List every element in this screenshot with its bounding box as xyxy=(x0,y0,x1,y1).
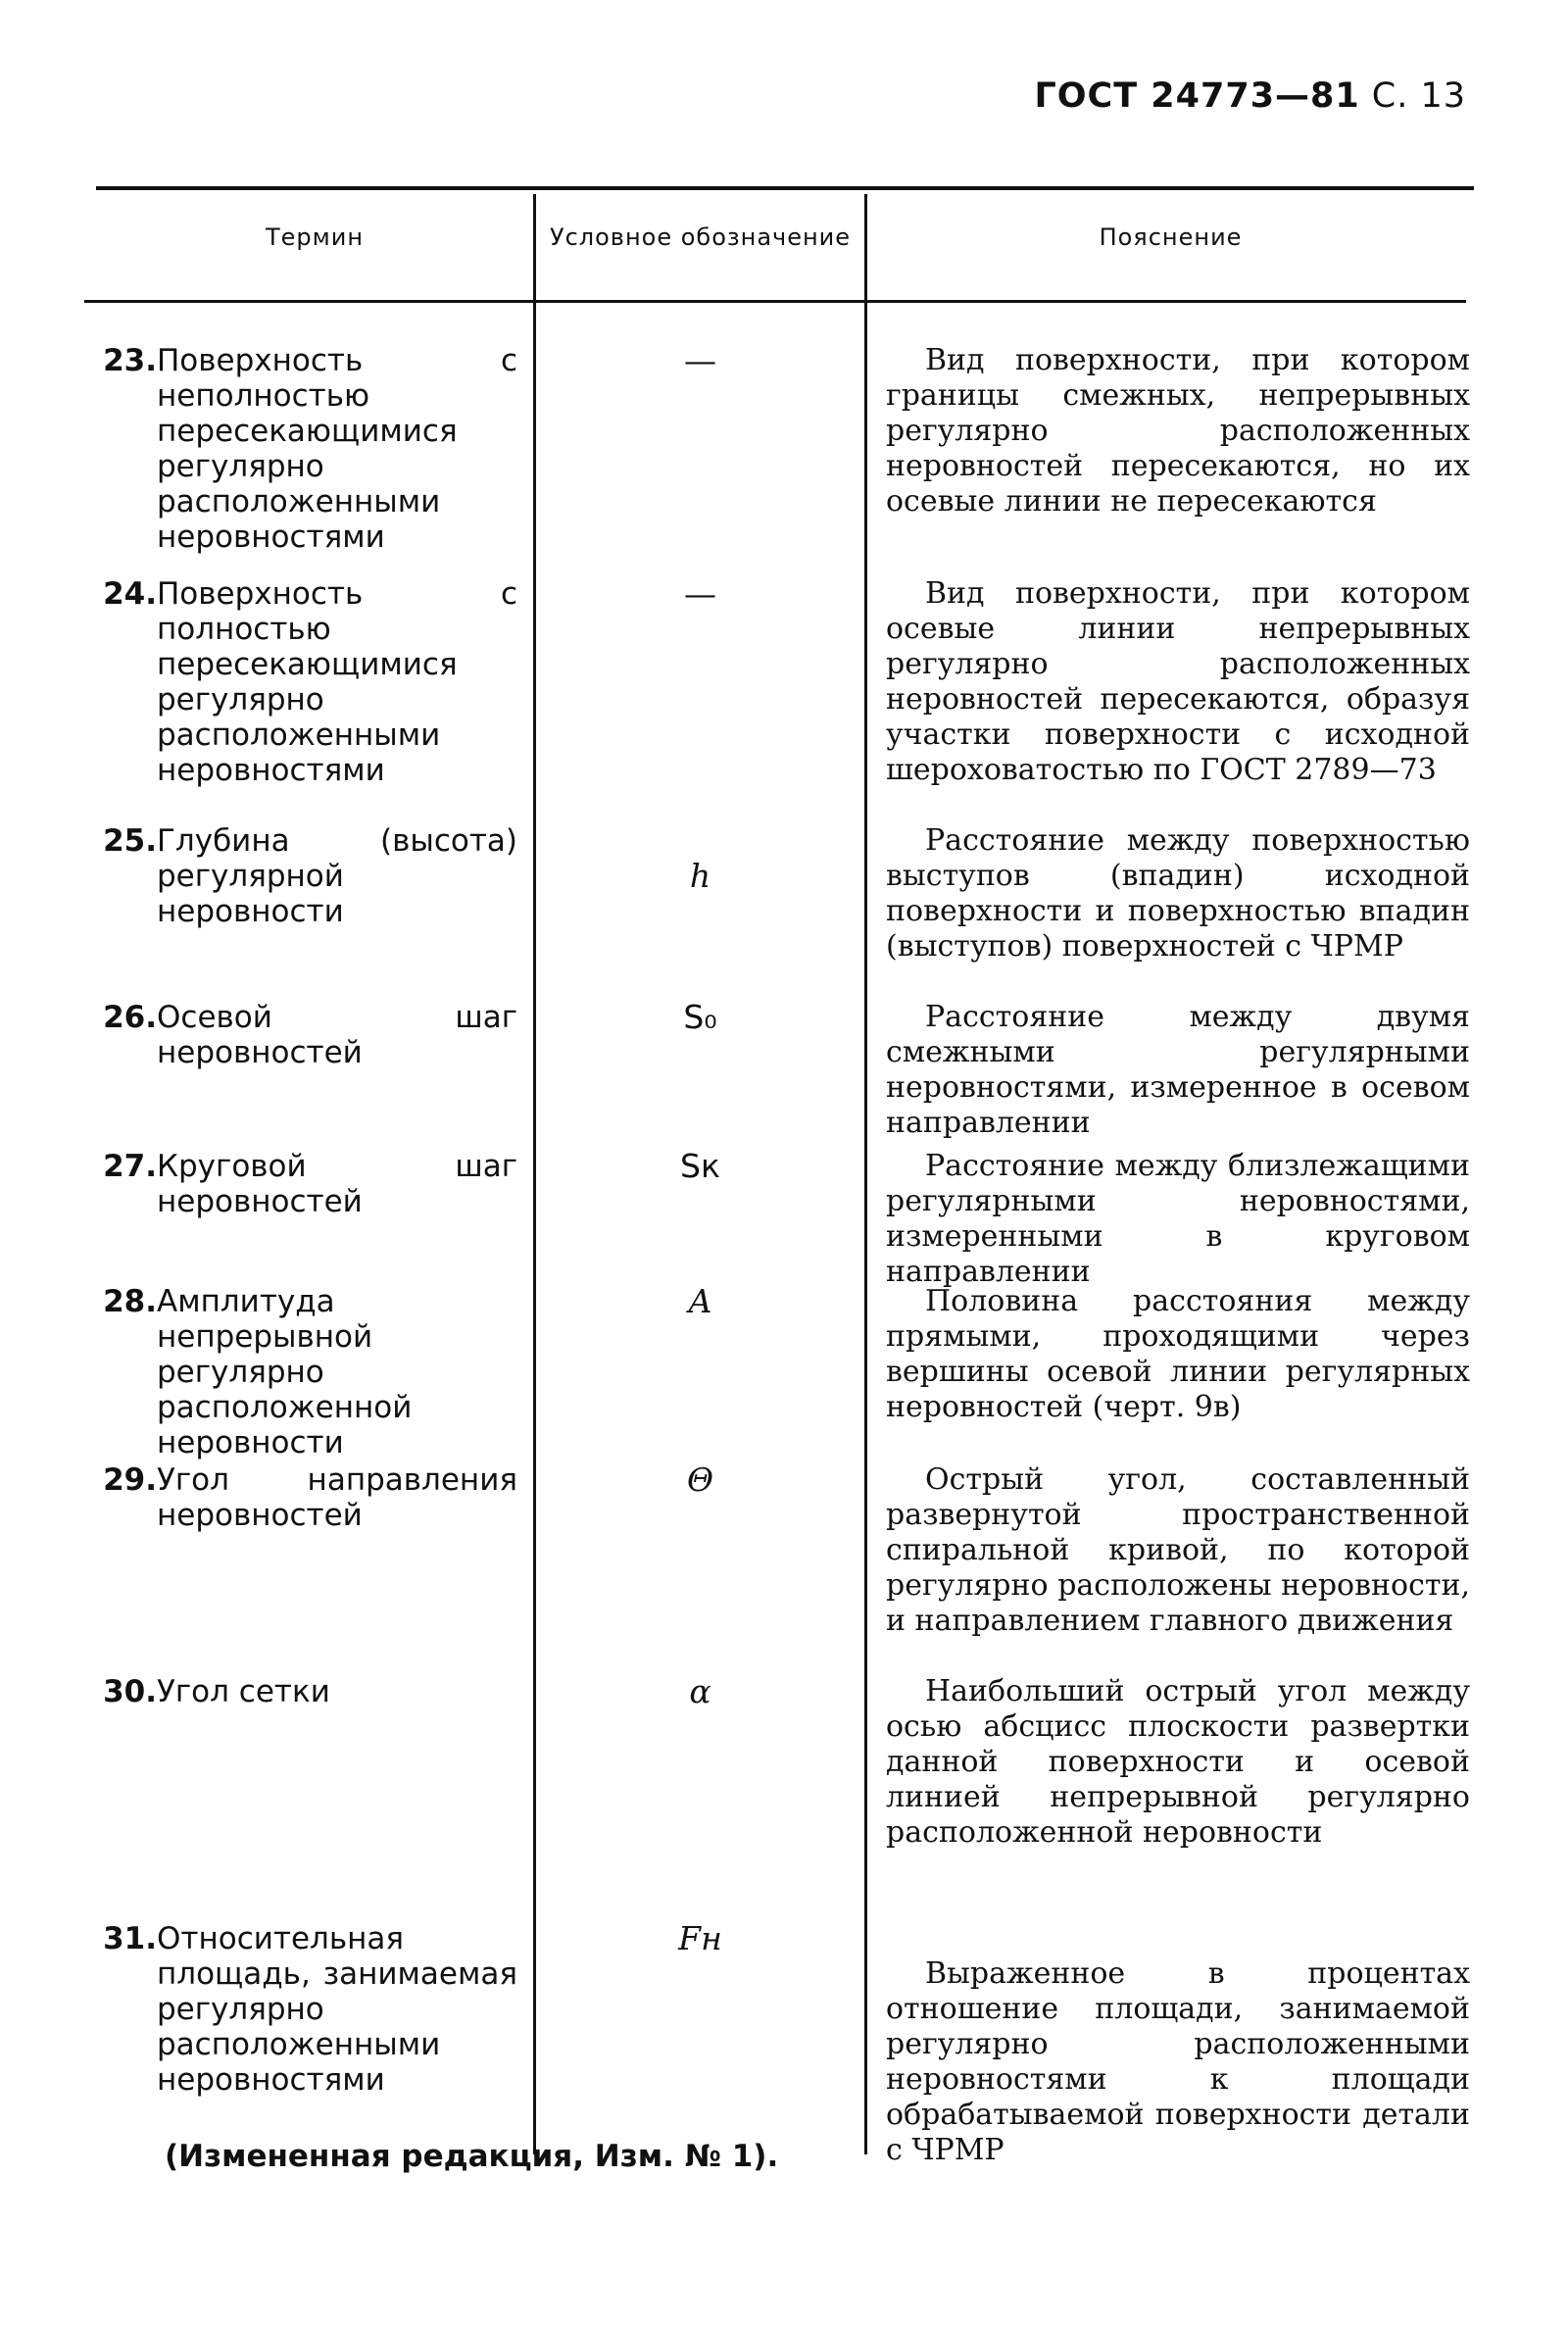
amendment-note: (Измененная редакция, Изм. № 1). xyxy=(165,2139,779,2174)
row-number: 31. xyxy=(103,1921,157,1956)
note-text: Половина расстояния между прямыми, проходящими через вершины осевой линии регулярных неровностей (черт. 9в) xyxy=(886,1284,1470,1424)
note-text: Вид поверхности, при котором осевые линии непрерывных регулярно расположенных неровностей пересекаются, образуя участки поверхности с исходной шероховатостью по ГОСТ 2789—73 xyxy=(886,576,1470,787)
table-header xyxy=(96,186,1474,300)
column-header-term: Термин xyxy=(265,223,365,251)
note-text: Расстояние между близлежащими регулярными неровностями, измеренными в круговом направлении xyxy=(886,1149,1470,1289)
symbol-text: S₀ xyxy=(683,998,717,1036)
term-text: Круговой шаг неровностей xyxy=(157,1149,517,1219)
standard-number: ГОСТ 24773—81 xyxy=(1034,76,1360,116)
row-number: 29. xyxy=(103,1462,157,1498)
term-text: Амплитуда непрерывной регулярно расположенной неровности xyxy=(157,1284,413,1460)
note-text: Наибольший острый угол между осью абсцисс плоскости развертки данной поверхности и осевой линией непрерывной регулярно расположенной неровности xyxy=(886,1674,1470,1850)
term-text: Угол направления неровностей xyxy=(157,1462,517,1533)
symbol-text: A xyxy=(688,1282,712,1320)
column-divider-2 xyxy=(864,194,867,2154)
symbol-text: Θ xyxy=(686,1460,714,1499)
row-number: 25. xyxy=(103,823,157,859)
note-text: Расстояние между двумя смежными регулярными неровностями, измеренное в осевом направлении xyxy=(886,1000,1470,1140)
symbol-text: — xyxy=(684,574,716,613)
note-text: Острый угол, составленный развернутой пространственной спиральной кривой, по которой регулярно расположены неровности, и направлением главного движения xyxy=(886,1462,1470,1638)
term-text: Поверхность с неполностью пересекающимися регулярно расположенными неровностями xyxy=(157,343,517,555)
column-header-symbol: Условное обозначение xyxy=(549,223,852,251)
symbol-text: α xyxy=(689,1672,711,1710)
row-number: 23. xyxy=(103,343,157,378)
term-text: Глубина (высота) регулярной неровности xyxy=(157,823,517,929)
row-number: 26. xyxy=(103,1000,157,1035)
term-text: Поверхность с полностью пересекающимися регулярно расположенными неровностями xyxy=(157,576,517,788)
symbol-text: Sк xyxy=(680,1147,720,1185)
term-text: Осевой шаг неровностей xyxy=(157,1000,517,1070)
term-text: Относительная площадь, занимаемая регулярно расположенными неровностями xyxy=(157,1921,517,2098)
note-text: Выраженное в процентах отношение площади, занимаемой регулярно расположенными неровностями к площади обрабатываемой поверхности детали с ЧРМР xyxy=(886,1956,1470,2167)
symbol-text: h xyxy=(689,857,711,895)
table-header-rule xyxy=(84,300,1466,303)
symbol-text: Fн xyxy=(678,1919,722,1957)
row-number: 27. xyxy=(103,1149,157,1184)
page-header xyxy=(1034,76,1466,116)
column-header-note: Пояснение xyxy=(1099,223,1243,251)
row-number: 28. xyxy=(103,1284,157,1319)
row-number: 24. xyxy=(103,576,157,612)
term-text: Угол сетки xyxy=(157,1674,330,1709)
symbol-text: — xyxy=(684,341,716,379)
note-text: Вид поверхности, при котором границы смежных, непрерывных регулярно расположенных неровностей пересекаются, но их осевые линии не пересекаются xyxy=(886,343,1470,519)
page-number: С. 13 xyxy=(1371,76,1466,116)
row-number: 30. xyxy=(103,1674,157,1709)
note-text: Расстояние между поверхностью выступов (впадин) исходной поверхности и поверхностью впадин (выступов) поверхностей с ЧРМР xyxy=(886,823,1470,964)
